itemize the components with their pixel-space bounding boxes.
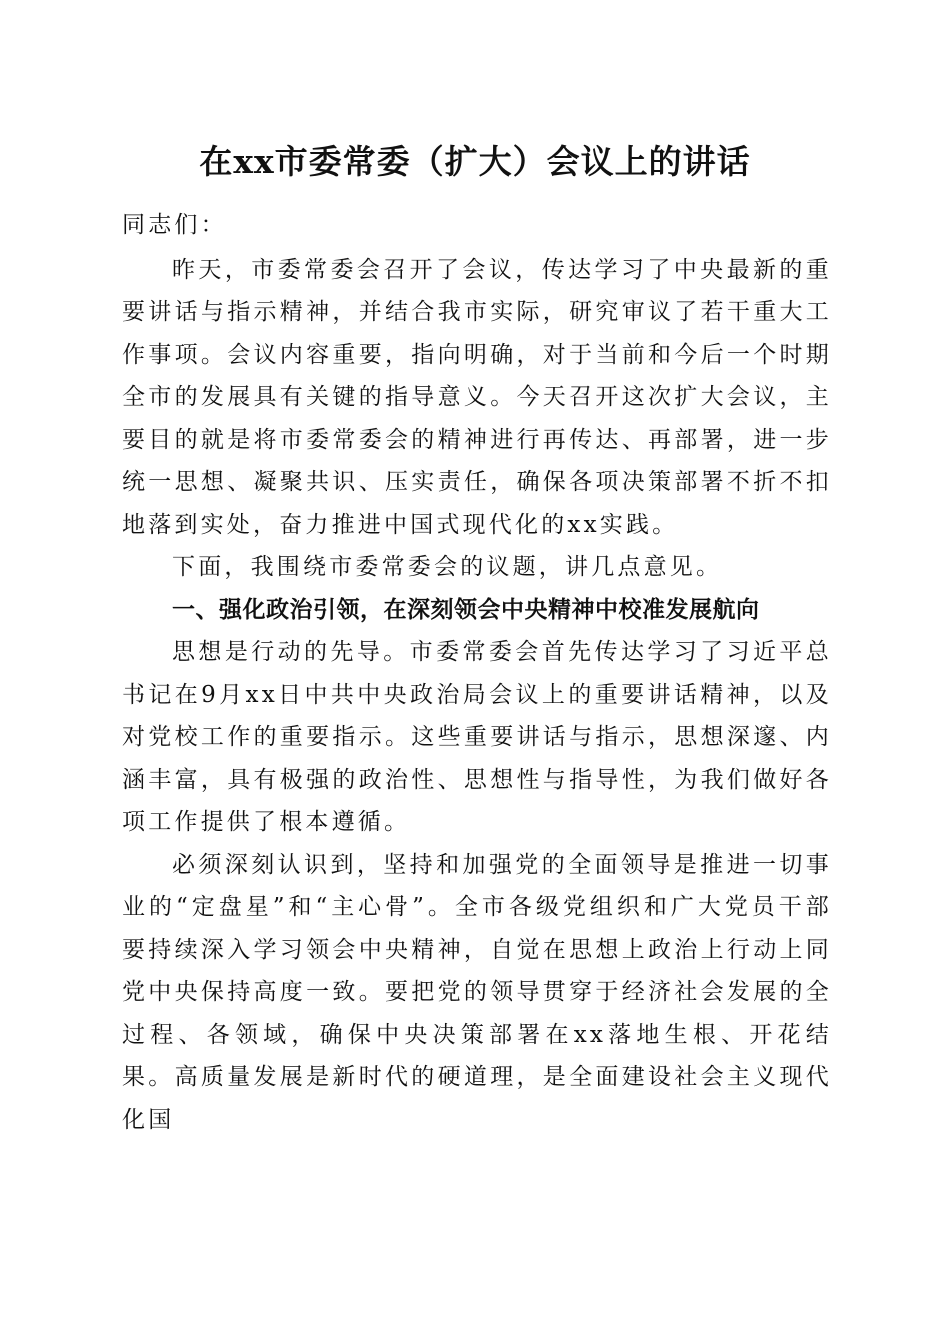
document-body — [122, 204, 832, 1141]
paragraph-outline: 下面，我围绕市委常委会的议题，讲几点意见。 — [172, 554, 723, 580]
section-heading: 一、强化政治引领，在深刻领会中央精神中校准发展航向 — [172, 596, 760, 623]
paragraph-intro: 昨天，市委常委会召开了会议，传达学习了中央最新的重要讲话与指示精神，并结合我市实际，研究审议了若干重大工作事项。会议内容重要，指向明确，对于当前和今后一个时期全市的发展具有关键的指导意义。今天召开这次扩大会议，主要目的就是将市委常委会的精神进行再传达、再部署，进一步统一思想、凝聚共识、压实责任，确保各项决策部署不折不扣地落到实处，奋力推进中国式现代化的xx实践。 — [122, 256, 832, 538]
document-title: 在xx市委常委（扩大）会议上的讲话 — [199, 142, 751, 181]
paragraph-section-2: 必须深刻认识到，坚持和加强党的全面领导是推进一切事业的“定盘星”和“主心骨”。全市各级党组织和广大党员干部要持续深入学习领会中央精神，自觉在思想上政治上行动上同党中央保持高度一致。要把党的领导贯穿于经济社会发展的全过程、各领域，确保中央决策部署在xx落地生根、开花结果。高质量发展是新时代的硬道理，是全面建设社会主义现代化国 — [122, 851, 832, 1133]
salutation: 同志们： — [122, 212, 227, 238]
paragraph-section-1: 思想是行动的先导。市委常委会首先传达学习了习近平总书记在9月xx日中共中央政治局会议上的重要讲话精神，以及对党校工作的重要指示。这些重要讲话与指示，思想深邃、内涵丰富，具有极强的政治性、思想性与指导性，为我们做好各项工作提供了根本遵循。 — [122, 639, 832, 835]
